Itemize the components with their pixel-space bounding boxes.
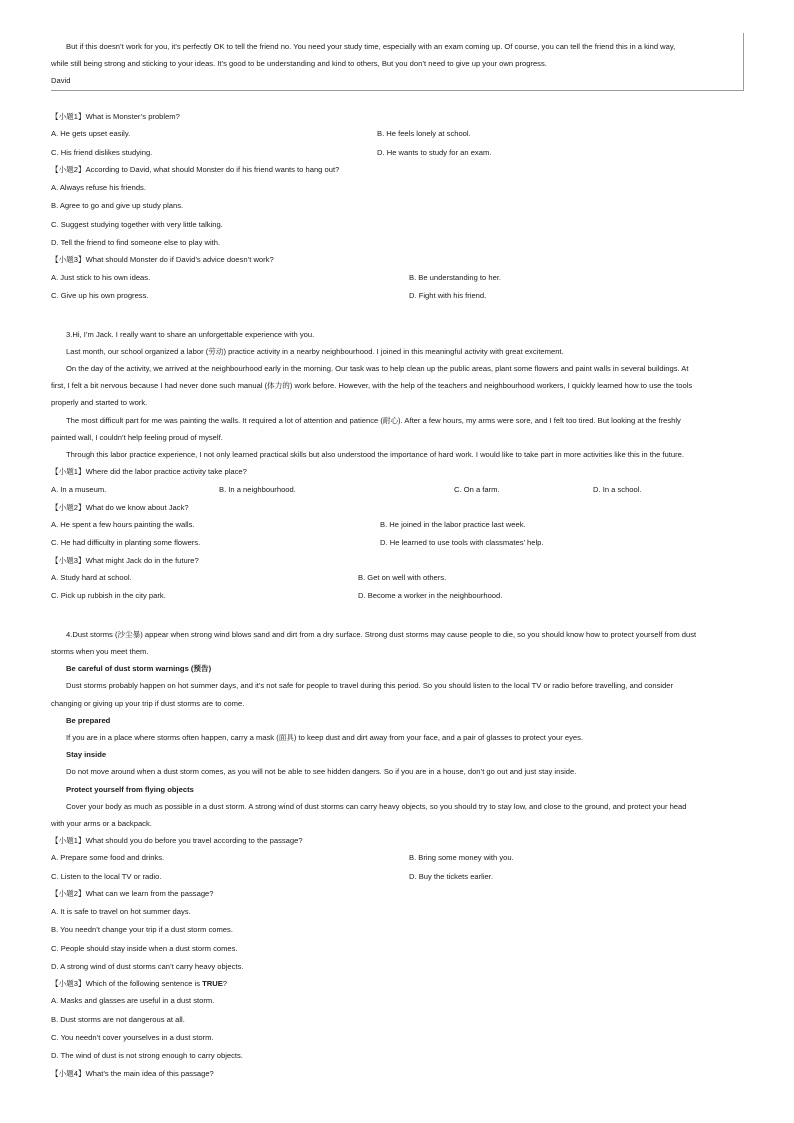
option-a[interactable]: A. Always refuse his friends.	[51, 183, 146, 192]
passage-line: first, I felt a bit nervous because I had never done such manual (体力的) work before. However, with the help of the teachers and neighbourhood workers, I quickly learned how to use the tools	[51, 381, 693, 390]
passage-line: Cover your body as much as possible in a dust storm. A strong wind of dust storms can carry heavy objects, so you should try to stay low, and close to the ground, and protect your head	[66, 802, 687, 811]
passage-line: 3.Hi, I’m Jack. I really want to share an unforgettable experience with you.	[66, 330, 315, 339]
option-d[interactable]: D. The wind of dust is not strong enough to carry objects.	[51, 1051, 243, 1060]
option-b[interactable]: B. Bring some money with you.	[409, 853, 514, 862]
question-stem: 【小题3】What should Monster do if David’s advice doesn’t work?	[51, 255, 274, 264]
passage-line: Dust storms probably happen on hot summer days, and it's not safe for people to travel during this period. So you should listen to the local TV or radio before travelling, and consider	[66, 681, 674, 690]
option-a[interactable]: A. He spent a few hours painting the walls.	[51, 520, 195, 529]
option-a[interactable]: A. Masks and glasses are useful in a dust storm.	[51, 996, 215, 1005]
option-a[interactable]: A. He gets upset easily.	[51, 129, 131, 138]
section-heading: Protect yourself from flying objects	[66, 785, 194, 794]
option-b[interactable]: B. He joined in the labor practice last week.	[380, 520, 526, 529]
emphasis-true: TRUE	[202, 979, 223, 988]
option-c[interactable]: C. His friend dislikes studying.	[51, 148, 153, 157]
option-a[interactable]: A. Prepare some food and drinks.	[51, 853, 165, 862]
question-stem: 【小题3】What might Jack do in the future?	[51, 556, 199, 565]
option-c[interactable]: C. You needn’t cover yourselves in a dust storm.	[51, 1033, 214, 1042]
question-stem: 【小题2】What do we know about Jack?	[51, 503, 189, 512]
option-d[interactable]: D. Become a worker in the neighbourhood.	[358, 591, 503, 600]
passage-line: changing or giving up your trip if dust storms are to come.	[51, 699, 245, 708]
option-b[interactable]: B. Get on well with others.	[358, 573, 447, 582]
option-a[interactable]: A. Study hard at school.	[51, 573, 132, 582]
letter-line: while still being strong and sticking to your ideas. It’s good to be understanding and kind to others, But you don’t need to give up your own progress.	[51, 59, 547, 68]
question-stem: 【小题4】What’s the main idea of this passage?	[51, 1069, 214, 1078]
option-d[interactable]: D. Tell the friend to find someone else to play with.	[51, 238, 221, 247]
option-b[interactable]: B. Be understanding to her.	[409, 273, 502, 282]
section-heading: Be prepared	[66, 716, 111, 725]
option-d[interactable]: D. He wants to study for an exam.	[377, 148, 492, 157]
question-mark: ?	[222, 979, 228, 988]
option-b[interactable]: B. You needn’t change your trip if a dust storm comes.	[51, 925, 233, 934]
passage-line: storms when you meet them.	[51, 647, 149, 656]
option-c[interactable]: C. People should stay inside when a dust storm comes.	[51, 944, 238, 953]
passage-line: If you are in a place where storms often happen, carry a mask (面具) to keep dust and dirt away from your face, and a pair of glasses to protect your eyes.	[66, 733, 584, 742]
passage-line: with your arms or a backpack.	[51, 819, 152, 828]
question-stem-text: 【小题3】Which of the following sentence is	[51, 979, 203, 988]
option-d[interactable]: D. He learned to use tools with classmates’ help.	[380, 538, 544, 547]
passage-line: The most difficult part for me was painting the walls. It required a lot of attention and patience (耐心). After a few hours, my arms were sore, and I felt too tired. But looking at the freshly	[66, 416, 681, 425]
option-c[interactable]: C. He had difficulty in planting some flowers.	[51, 538, 201, 547]
option-d[interactable]: D. A strong wind of dust storms can’t carry heavy objects.	[51, 962, 244, 971]
question-stem: 【小题2】What can we learn from the passage?	[51, 889, 214, 898]
section-heading: Be careful of dust storm warnings (预告)	[66, 664, 212, 673]
option-a[interactable]: A. Just stick to his own ideas.	[51, 273, 151, 282]
option-d[interactable]: D. Fight with his friend.	[409, 291, 487, 300]
passage-line: Last month, our school organized a labor (劳动) practice activity in a nearby neighbourhood. I joined in this meaningful activity with great excitement.	[66, 347, 564, 356]
letter-signature: David	[51, 76, 71, 85]
option-c[interactable]: C. Give up his own progress.	[51, 291, 149, 300]
option-c[interactable]: C. On a farm.	[454, 485, 500, 494]
option-c[interactable]: C. Suggest studying together with very little talking.	[51, 220, 223, 229]
passage-line: properly and started to work.	[51, 398, 148, 407]
option-d[interactable]: D. Buy the tickets earlier.	[409, 872, 493, 881]
option-a[interactable]: A. In a museum.	[51, 485, 107, 494]
passage-line: Do not move around when a dust storm comes, as you will not be able to see hidden dangers. So if you are in a house, don’t go out and just stay inside.	[66, 767, 577, 776]
option-b[interactable]: B. Dust storms are not dangerous at all.	[51, 1015, 185, 1024]
option-b[interactable]: B. Agree to go and give up study plans.	[51, 201, 184, 210]
option-d[interactable]: D. In a school.	[593, 485, 642, 494]
option-b[interactable]: B. In a neighbourhood.	[219, 485, 296, 494]
passage-line: 4.Dust storms (沙尘暴) appear when strong wind blows sand and dirt from a dry surface. Strong dust storms may cause people to die, so you should know how to protect yourself from dust	[66, 630, 697, 639]
passage-line: Through this labor practice experience, I not only learned practical skills but also understood the importance of hard work. I would like to take part in more activities like this in the future.	[66, 450, 684, 459]
section-heading: Stay inside	[66, 750, 107, 759]
option-b[interactable]: B. He feels lonely at school.	[377, 129, 471, 138]
question-stem: 【小题1】Where did the labor practice activity take place?	[51, 467, 247, 476]
passage-line: painted wall, I couldn’t help feeling proud of myself.	[51, 433, 223, 442]
question-stem: 【小题1】What should you do before you travel according to the passage?	[51, 836, 303, 845]
passage-line: On the day of the activity, we arrived at the neighbourhood early in the morning. Our task was to help clean up the public areas, plant some flowers and paint walls in several buildings. At	[66, 364, 689, 373]
option-c[interactable]: C. Listen to the local TV or radio.	[51, 872, 162, 881]
question-stem: 【小题1】What is Monster’s problem?	[51, 112, 180, 121]
option-c[interactable]: C. Pick up rubbish in the city park.	[51, 591, 166, 600]
question-stem: 【小题2】According to David, what should Monster do if his friend wants to hang out?	[51, 165, 340, 174]
question-stem	[51, 979, 227, 989]
letter-line: But if this doesn’t work for you, it’s perfectly OK to tell the friend no. You need your study time, especially with an exam coming up. Of course, you can tell the friend this in a kind way,	[66, 42, 676, 51]
option-a[interactable]: A. It is safe to travel on hot summer days.	[51, 907, 191, 916]
